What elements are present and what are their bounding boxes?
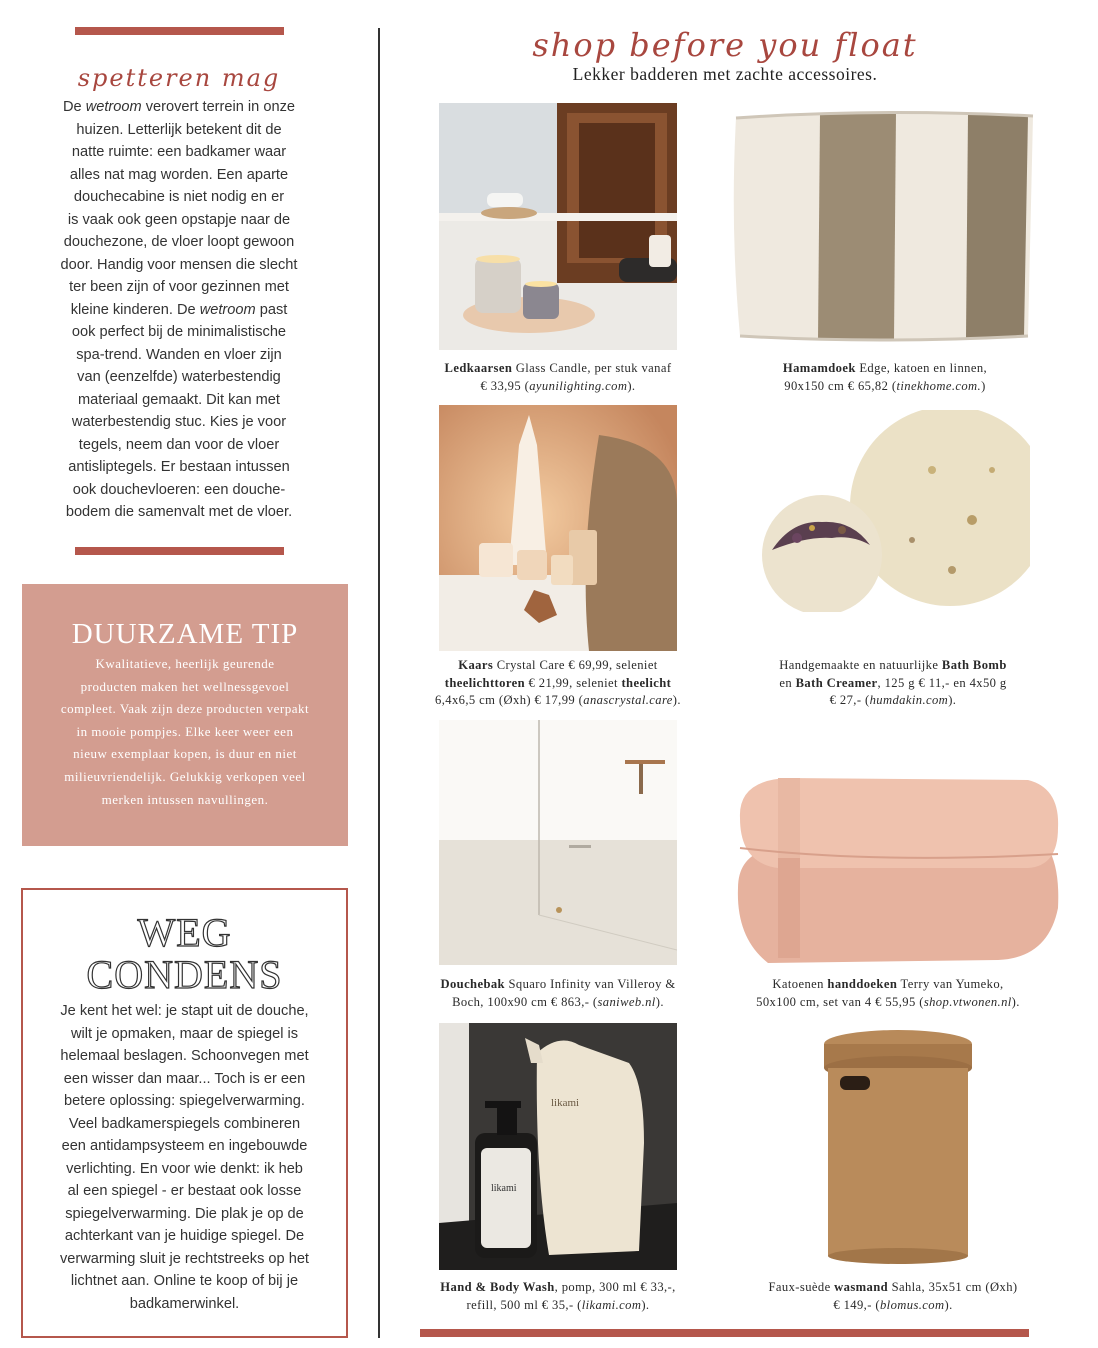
tip-body	[22, 653, 348, 811]
text-line: helemaal beslagen. Schoonvegen met	[60, 1048, 309, 1064]
text-line	[40, 164, 318, 187]
text-run: antisliptegels. Er bestaan intussen	[68, 459, 290, 475]
photo-bath-bombs	[752, 410, 1030, 612]
text-line	[40, 479, 318, 502]
photo-crystal-candle	[439, 405, 677, 651]
caption-laundry-basket: Faux-suède wasmand Sahla, 35x51 cm (Øxh) € 149,- (blomus.com).	[768, 1280, 1018, 1312]
text-line: compleet. Vaak zijn deze producten verpakt	[60, 701, 310, 717]
text-line	[40, 389, 318, 412]
shower-illustration	[439, 720, 677, 965]
photo-shower-tray	[439, 720, 677, 965]
condens-body	[29, 1000, 340, 1315]
text-line	[40, 411, 318, 434]
crystal-illustration	[439, 405, 677, 651]
photo-hamam-towel	[728, 108, 1041, 346]
text-run: De	[63, 99, 86, 115]
text-line: producten maken het wellnessgevoel	[80, 678, 290, 694]
text-line	[40, 96, 318, 119]
caption-shower-tray: Douchebak Squaro Infinity van Villeroy & Boch, 100x90 cm € 863,- (saniweb.nl).	[440, 977, 676, 1009]
text-run: ook douchevloeren: een douche-	[72, 481, 286, 498]
condens-title	[23, 912, 346, 996]
text-line	[40, 119, 318, 142]
text-run: ter been zijn of voor gezinnen met	[69, 279, 289, 295]
basket-illustration	[818, 1026, 978, 1266]
text-line: milieuvriendelijk. Gelukkig verkopen veel	[64, 768, 306, 784]
text-line: badkamerwinkel.	[129, 1295, 240, 1312]
text-run: van (eenzelfde) waterbestendig	[77, 369, 281, 385]
text-emphasis: wetroom	[199, 301, 256, 318]
text-run: natte ruimte: een badkamer waar	[71, 144, 287, 160]
text-line: al een spiegel - er bestaat ook losse	[67, 1183, 302, 1199]
text-run: materiaal gemaakt. Dit kan met	[78, 391, 280, 408]
text-line: lichtnet aan. Online te koop of bij je	[70, 1273, 299, 1289]
text-run: door. Handig voor mensen die slecht	[60, 256, 298, 273]
text-line	[40, 344, 318, 367]
text-line	[40, 434, 318, 457]
text-run: douchezone, de vloer loopt gewoon	[63, 234, 295, 250]
text-line: verlichting. En voor wie denkt: ik heb	[66, 1160, 303, 1177]
brand-label-pouch: likami	[551, 1097, 580, 1109]
caption-crystal-candle: Kaars Crystal Care € 69,99, seleniet theelichttoren € 21,99, seleniet theelicht 6,4x6,5 cm (Øxh) € 17,99 (anascrystal.care).	[435, 658, 681, 707]
text-line	[40, 231, 318, 254]
hamam-towel-illustration	[728, 108, 1041, 346]
text-line: achterkant van je huidige spiegel. De	[64, 1228, 305, 1244]
text-line	[40, 501, 318, 524]
photo-laundry-basket	[818, 1026, 978, 1266]
photo-terry-towels	[728, 768, 1063, 968]
condens-title-line2: CONDENS	[86, 952, 283, 997]
top-left-rule	[75, 27, 284, 35]
condens-title-line1: WEG	[137, 910, 232, 955]
text-line: merken intussen navullingen.	[101, 791, 269, 807]
text-run: huizen. Letterlijk betekent dit de	[76, 121, 282, 138]
text-line: Je kent het wel: je stapt uit de douche,	[60, 1003, 309, 1019]
bottom-right-rule	[420, 1329, 1029, 1337]
sustainable-tip-box	[22, 584, 348, 846]
text-run: ook perfect bij de minimalistische	[71, 324, 287, 340]
photo-hand-body-wash	[439, 1023, 677, 1270]
tip-title: DUURZAME TIP	[71, 618, 299, 650]
candles-illustration	[439, 103, 677, 350]
text-emphasis: wetroom	[85, 99, 142, 115]
text-run: bodem die samenvalt met de vloer.	[65, 504, 293, 520]
column-divider	[378, 28, 380, 1338]
text-line: betere oplossing: spiegelverwarming.	[64, 1093, 305, 1109]
text-line	[40, 366, 318, 389]
text-run: douchecabine is niet nodig en er	[73, 189, 285, 205]
text-line: Kwalitatieve, heerlijk geurende	[95, 656, 275, 671]
text-line	[40, 209, 318, 232]
text-line: nieuw exemplaar kopen, is duur en niet	[73, 746, 297, 762]
text-line: verwarming sluit je rechtstreeks op het	[59, 1250, 309, 1267]
text-run: tegels, neem dan voor de vloer	[78, 436, 280, 453]
condens-box	[21, 888, 348, 1338]
caption-hamam-towel: Hamamdoek Edge, katoen en linnen, 90x150 cm € 65,82 (tinekhome.com.)	[782, 361, 988, 393]
text-line: Veel badkamerspiegels combineren	[68, 1115, 301, 1132]
text-run: is vaak ook geen opstapje naar de	[67, 211, 291, 228]
spetteren-body	[40, 96, 318, 524]
photo-candles	[439, 103, 677, 350]
text-run: kleine kinderen. De	[70, 301, 200, 318]
text-run: waterbestendig stuc. Kies je voor	[71, 414, 287, 430]
wash-illustration	[439, 1023, 677, 1270]
brand-label-bottle: likami	[491, 1183, 517, 1194]
text-line	[40, 141, 318, 164]
text-line: wilt je opmaken, maar de spiegel is	[70, 1025, 299, 1042]
text-line	[40, 254, 318, 277]
caption-hand-body-wash: Hand & Body Wash, pomp, 300 ml € 33,-, refill, 500 ml € 35,- (likami.com).	[440, 1280, 676, 1312]
caption-terry-towels: Katoenen handdoeken Terry van Yumeko, 50x100 cm, set van 4 € 55,95 (shop.vtwonen.nl).	[756, 977, 1020, 1009]
text-line	[40, 186, 318, 209]
text-line	[40, 276, 318, 299]
text-line: een antidampsysteem en ingebouwde	[61, 1138, 308, 1154]
caption-candles: Ledkaarsen Glass Candle, per stuk vanaf € 33,95 (ayunilighting.com).	[444, 361, 672, 393]
shop-subtitle: Lekker badderen met zachte accessoires.	[572, 64, 878, 84]
text-run: past	[255, 301, 288, 318]
shop-title: shop before you float	[532, 26, 918, 64]
text-line: in mooie pompjes. Elke keer weer een	[76, 723, 294, 739]
text-line	[40, 299, 318, 322]
text-run: verovert terrein in onze	[141, 99, 295, 115]
text-line: een wisser dan maar... Toch is er een	[63, 1070, 306, 1087]
bath-bomb-illustration	[752, 410, 1030, 612]
spetteren-title: spetteren mag	[77, 64, 281, 92]
terry-towels-illustration	[728, 768, 1063, 968]
text-line	[40, 456, 318, 479]
mid-left-rule	[75, 547, 284, 555]
text-run: alles nat mag worden. Een aparte	[69, 166, 289, 183]
text-line	[40, 321, 318, 344]
text-line: spiegelverwarming. Die plak je op de	[65, 1205, 304, 1222]
caption-bath-bombs: Handgemaakte en natuurlijke Bath Bomb en Bath Creamer, 125 g € 11,- en 4x50 g € 27,- (humdakin.com).	[779, 658, 1007, 707]
text-run: spa-trend. Wanden en vloer zijn	[76, 346, 282, 363]
